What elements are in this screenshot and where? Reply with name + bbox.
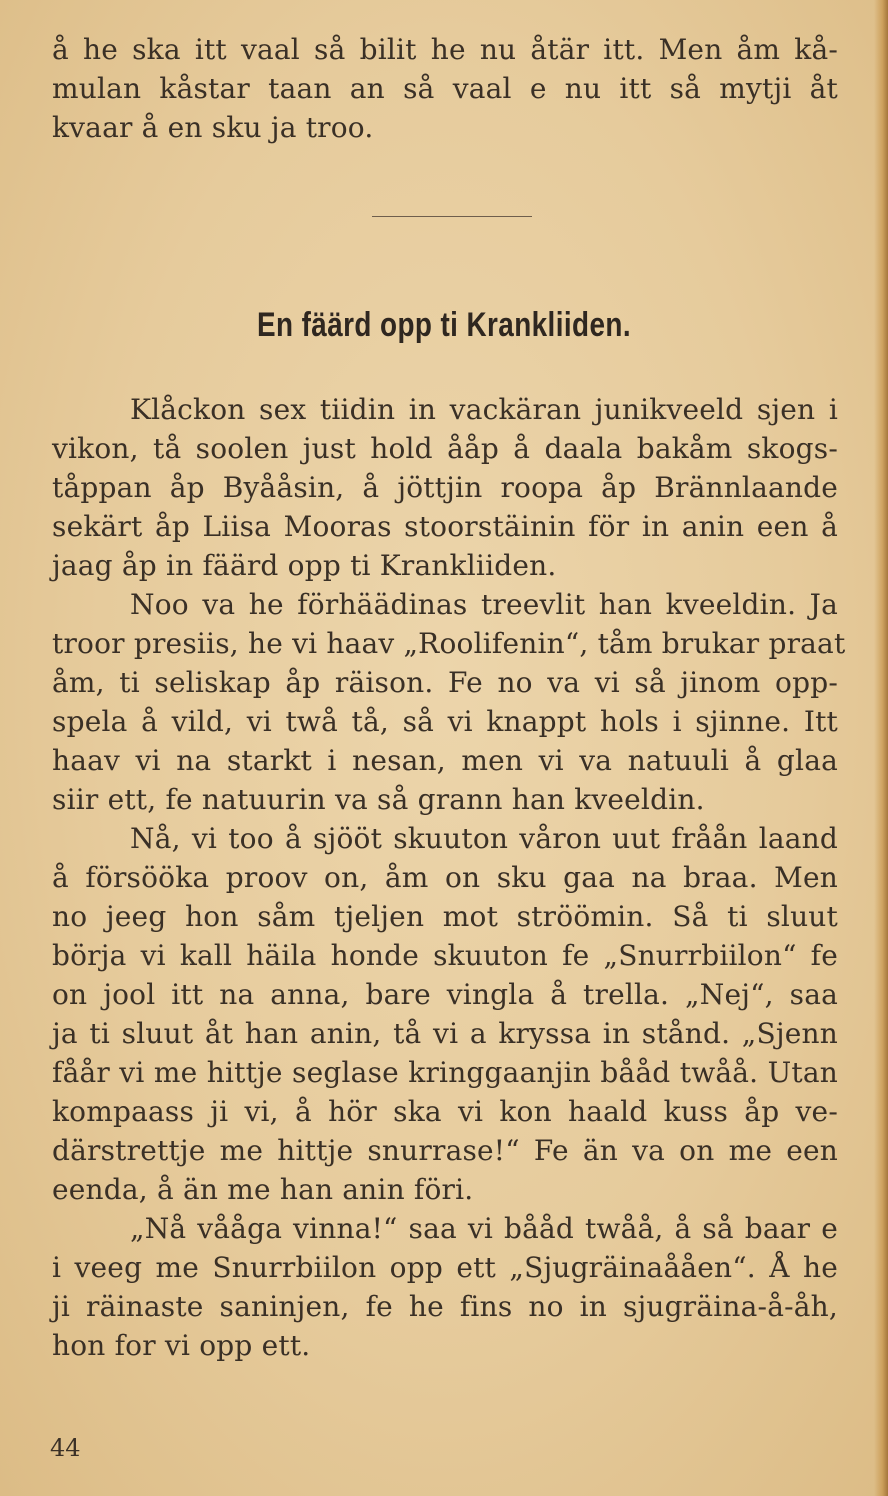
text-line: ja ti sluut åt han anin, tå vi a kryssa in stånd. „Sjenn [52,1017,838,1050]
text-line: siir ett, fe natuurin va så grann han kveeldin. [52,783,705,816]
text-line: å försööka proov on, åm on sku gaa na braa. Men [52,861,838,894]
text-line: eenda, å än me han anin föri. [52,1173,474,1206]
text-line: jaag åp in fäärd opp ti Krankliiden. [52,549,557,582]
section-heading: En fäärd opp ti Krankliiden. [257,306,631,344]
text-line: „Nå vååga vinna!“ saa vi bååd twåå, å så baar e [130,1212,838,1245]
text-line: mulan kåstar taan an så vaal e nu itt så mytji åt [52,72,838,105]
text-line: kvaar å en sku ja troo. [52,111,374,144]
text-line: börja vi kall häila honde skuuton fe „Snurrbiilon“ fe [52,939,838,972]
text-line: hon for vi opp ett. [52,1329,311,1362]
text-line: Klåckon sex tiidin in vackäran junikveeld sjen i [130,393,838,426]
text-line: därstrettje me hittje snurrase!“ Fe än va on me een [52,1134,838,1167]
text-line: sekärt åp Liisa Mooras stoorstäinin för in anin een å [52,510,838,543]
text-line: vikon, tå soolen just hold ååp å daala bakåm skogs- [52,432,838,465]
text-line: spela å vild, vi twå tå, så vi knappt hols i sjinne. Itt [52,705,838,738]
text-line: fåår vi me hittje seglase kringgaanjin bååd twåå. Utan [52,1056,838,1089]
page-number: 44 [50,1434,81,1462]
intro-text [52,30,838,147]
text-line: Nå, vi too å sjööt skuuton våron uut fråån laand [130,822,838,855]
body-text [52,390,846,1365]
text-line: no jeeg hon såm tjeljen mot ströömin. Så ti sluut [52,900,838,933]
text-line: tåppan åp Byååsin, å jöttjin roopa åp Brännlaande [52,471,838,504]
text-line: Noo va he förhäädinas treevlit han kveeldin. Ja [130,588,838,621]
text-line: åm, ti seliskap åp räison. Fe no va vi så jinom opp- [52,666,838,699]
text-line: kompaass ji vi, å hör ska vi kon haald kuss åp ve- [52,1095,838,1128]
text-line: å he ska itt vaal så bilit he nu åtär itt. Men åm kå- [52,33,838,66]
text-line: troor presiis, he vi haav „Roolifenin“, tåm brukar praat [52,627,846,660]
text-line: i veeg me Snurrbiilon opp ett „Sjugräinaååen“. Å he [52,1251,838,1284]
section-divider [372,216,532,217]
page-edge-shadow [874,0,888,1496]
text-line: ji räinaste saninjen, fe he fins no in sjugräina-å-åh, [52,1290,838,1323]
text-line: haav vi na starkt i nesan, men vi va natuuli å glaa [52,744,838,777]
text-line: on jool itt na anna, bare vingla å trella. „Nej“, saa [52,978,838,1011]
